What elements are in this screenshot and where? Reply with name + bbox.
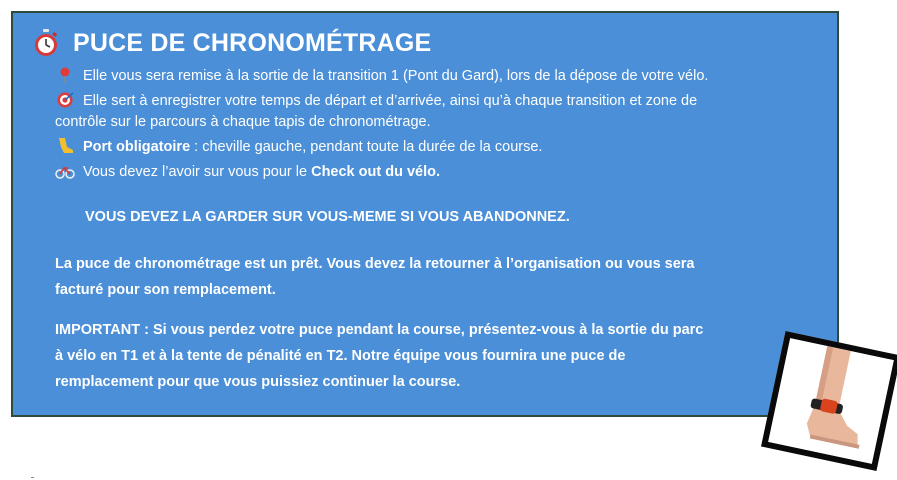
- loan-paragraph: La puce de chronométrage est un prêt. Vous devez la retourner à l’organisation ou vous sera facturé pour son remplacement.: [55, 256, 695, 298]
- important-paragraph: IMPORTANT : Si vous perdez votre puce pendant la course, présentez-vous à la sortie du parc à vélo en T1 et à la tente de pénalité en T2. Notre équipe vous fournira une puce de remplacement pour que vous puissiez continuer la course.: [55, 322, 704, 390]
- title-row: [33, 27, 431, 59]
- stray-mark: [31, 477, 34, 478]
- stopwatch-icon: [33, 29, 59, 57]
- ankle-chip-photo: [761, 331, 897, 471]
- panel-title: PUCE DE CHRONOMÉTRAGE: [73, 28, 432, 57]
- timing-chip-panel: [11, 11, 839, 417]
- bullet-checkout: Vous devez l’avoir sur vous pour le Check out du vélo.: [55, 161, 440, 184]
- pushpin-icon: [55, 67, 75, 83]
- target-icon: [55, 92, 75, 108]
- bullet-recording-cont: contrôle sur le parcours à chaque tapis de chronométrage.: [55, 114, 431, 130]
- abandon-warning: VOUS DEVEZ LA GARDER SUR VOUS-MEME SI VOUS ABANDONNEZ.: [85, 209, 570, 225]
- ankle-illustration: [768, 338, 894, 464]
- leg-icon: [55, 138, 75, 154]
- bicycle-icon: [55, 163, 75, 179]
- bullet-recording: Elle sert à enregistrer votre temps de départ et d’arrivée, ainsi qu’à chaque transition et zone de: [55, 90, 697, 113]
- bullet-handover: Elle vous sera remise à la sortie de la transition 1 (Pont du Gard), lors de la dépose de votre vélo.: [55, 65, 708, 88]
- bullet-mandatory: Port obligatoire : cheville gauche, pendant toute la durée de la course.: [55, 136, 542, 159]
